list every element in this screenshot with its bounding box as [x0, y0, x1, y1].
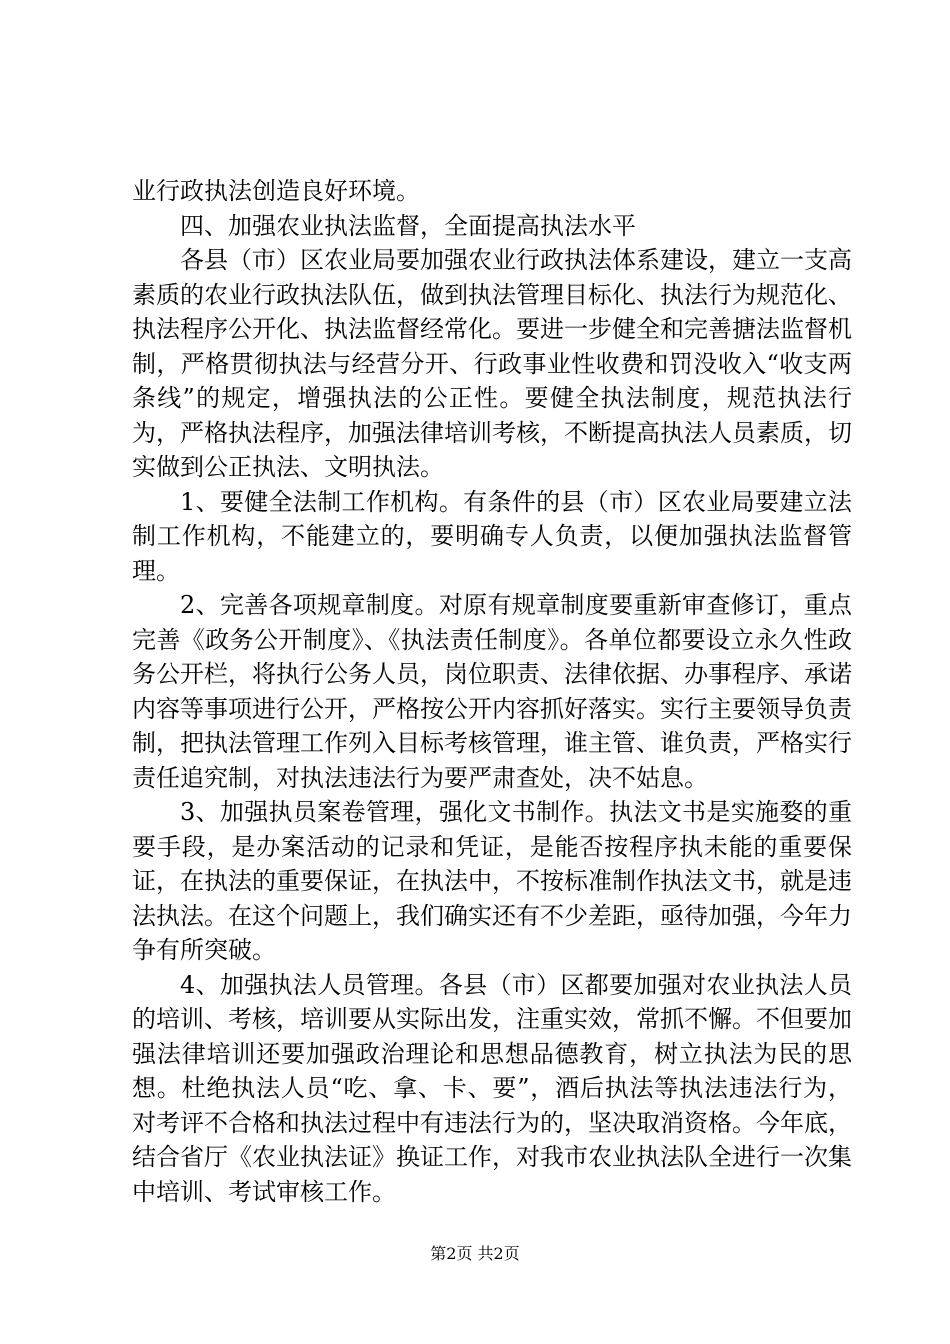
list-item: 4、加强执法人员管理。各县（市）区都要加强对农业执法人员的培训、考核，培训要从实际出发，注重实效，常抓不懈。不但要加强法律培训还要加强政治理论和思想品德教育，树立执法为民的思想。杜绝执法人员“吃、拿、卡、要”，酒后执法等执法违法行为，对考评不合格和执法过程中有违法行为的，坚决取消资格。今年底，结合省厅《农业执法证》换证工作，对我市农业执法队全进行一次集中培训、考试审核工作。	[132, 970, 852, 1206]
list-item: 3、加强执员案卷管理，强化文书制作。执法文书是实施婺的重要手段，是办案活动的记录和凭证，是能否按程序执未能的重要保证，在执法的重要保证，在执法中，不按标准制作执法文书，就是违法执法。在这个问题上，我们确实还有不少差距，亟待加强，今年力争有所突破。	[132, 798, 852, 964]
paragraph: 业行政执法创造良好环境。	[132, 177, 420, 205]
list-item: 1、要健全法制工作机构。有条件的县（市）区农业局要建立法制工作机构，不能建立的，要明确专人负责，以便加强执法监督管理。	[132, 487, 852, 585]
list-item: 2、完善各项规章制度。对原有规章制度要重新审查修订，重点完善《政务公开制度》、《执法责任制度》。各单位都要设立永久性政务公开栏，将执行公务人员，岗位职责、法律依据、办事程序、承诺内容等事项进行公开，严格按公开内容抓好落实。实行主要领导负责制，把执法管理工作列入目标考核管理，谁主管、谁负责，严格实行责任追究制，对执法违法行为要严肃查处，决不姑息。	[132, 591, 852, 792]
document-body	[132, 174, 852, 1209]
page-footer: 第2页 共2页	[430, 1244, 520, 1263]
paragraph: 各县（市）区农业局要加强农业行政执法体系建设，建立一支高素质的农业行政执法队伍，做到执法管理目标化、执法行为规范化、执法程序公开化、执法监督经常化。要进一步健全和完善搪法监督机制，严格贯彻执法与经营分开、行政事业性收费和罚没收入“收支两条线”的规定，增强执法的公正性。要健全执法制度，规范执法行为，严格执法程序，加强法律培训考核，不断提高执法人员素质，切实做到公正执法、文明执法。	[132, 246, 852, 481]
section-heading: 四、加强农业执法监督，全面提高执法水平	[180, 211, 636, 240]
